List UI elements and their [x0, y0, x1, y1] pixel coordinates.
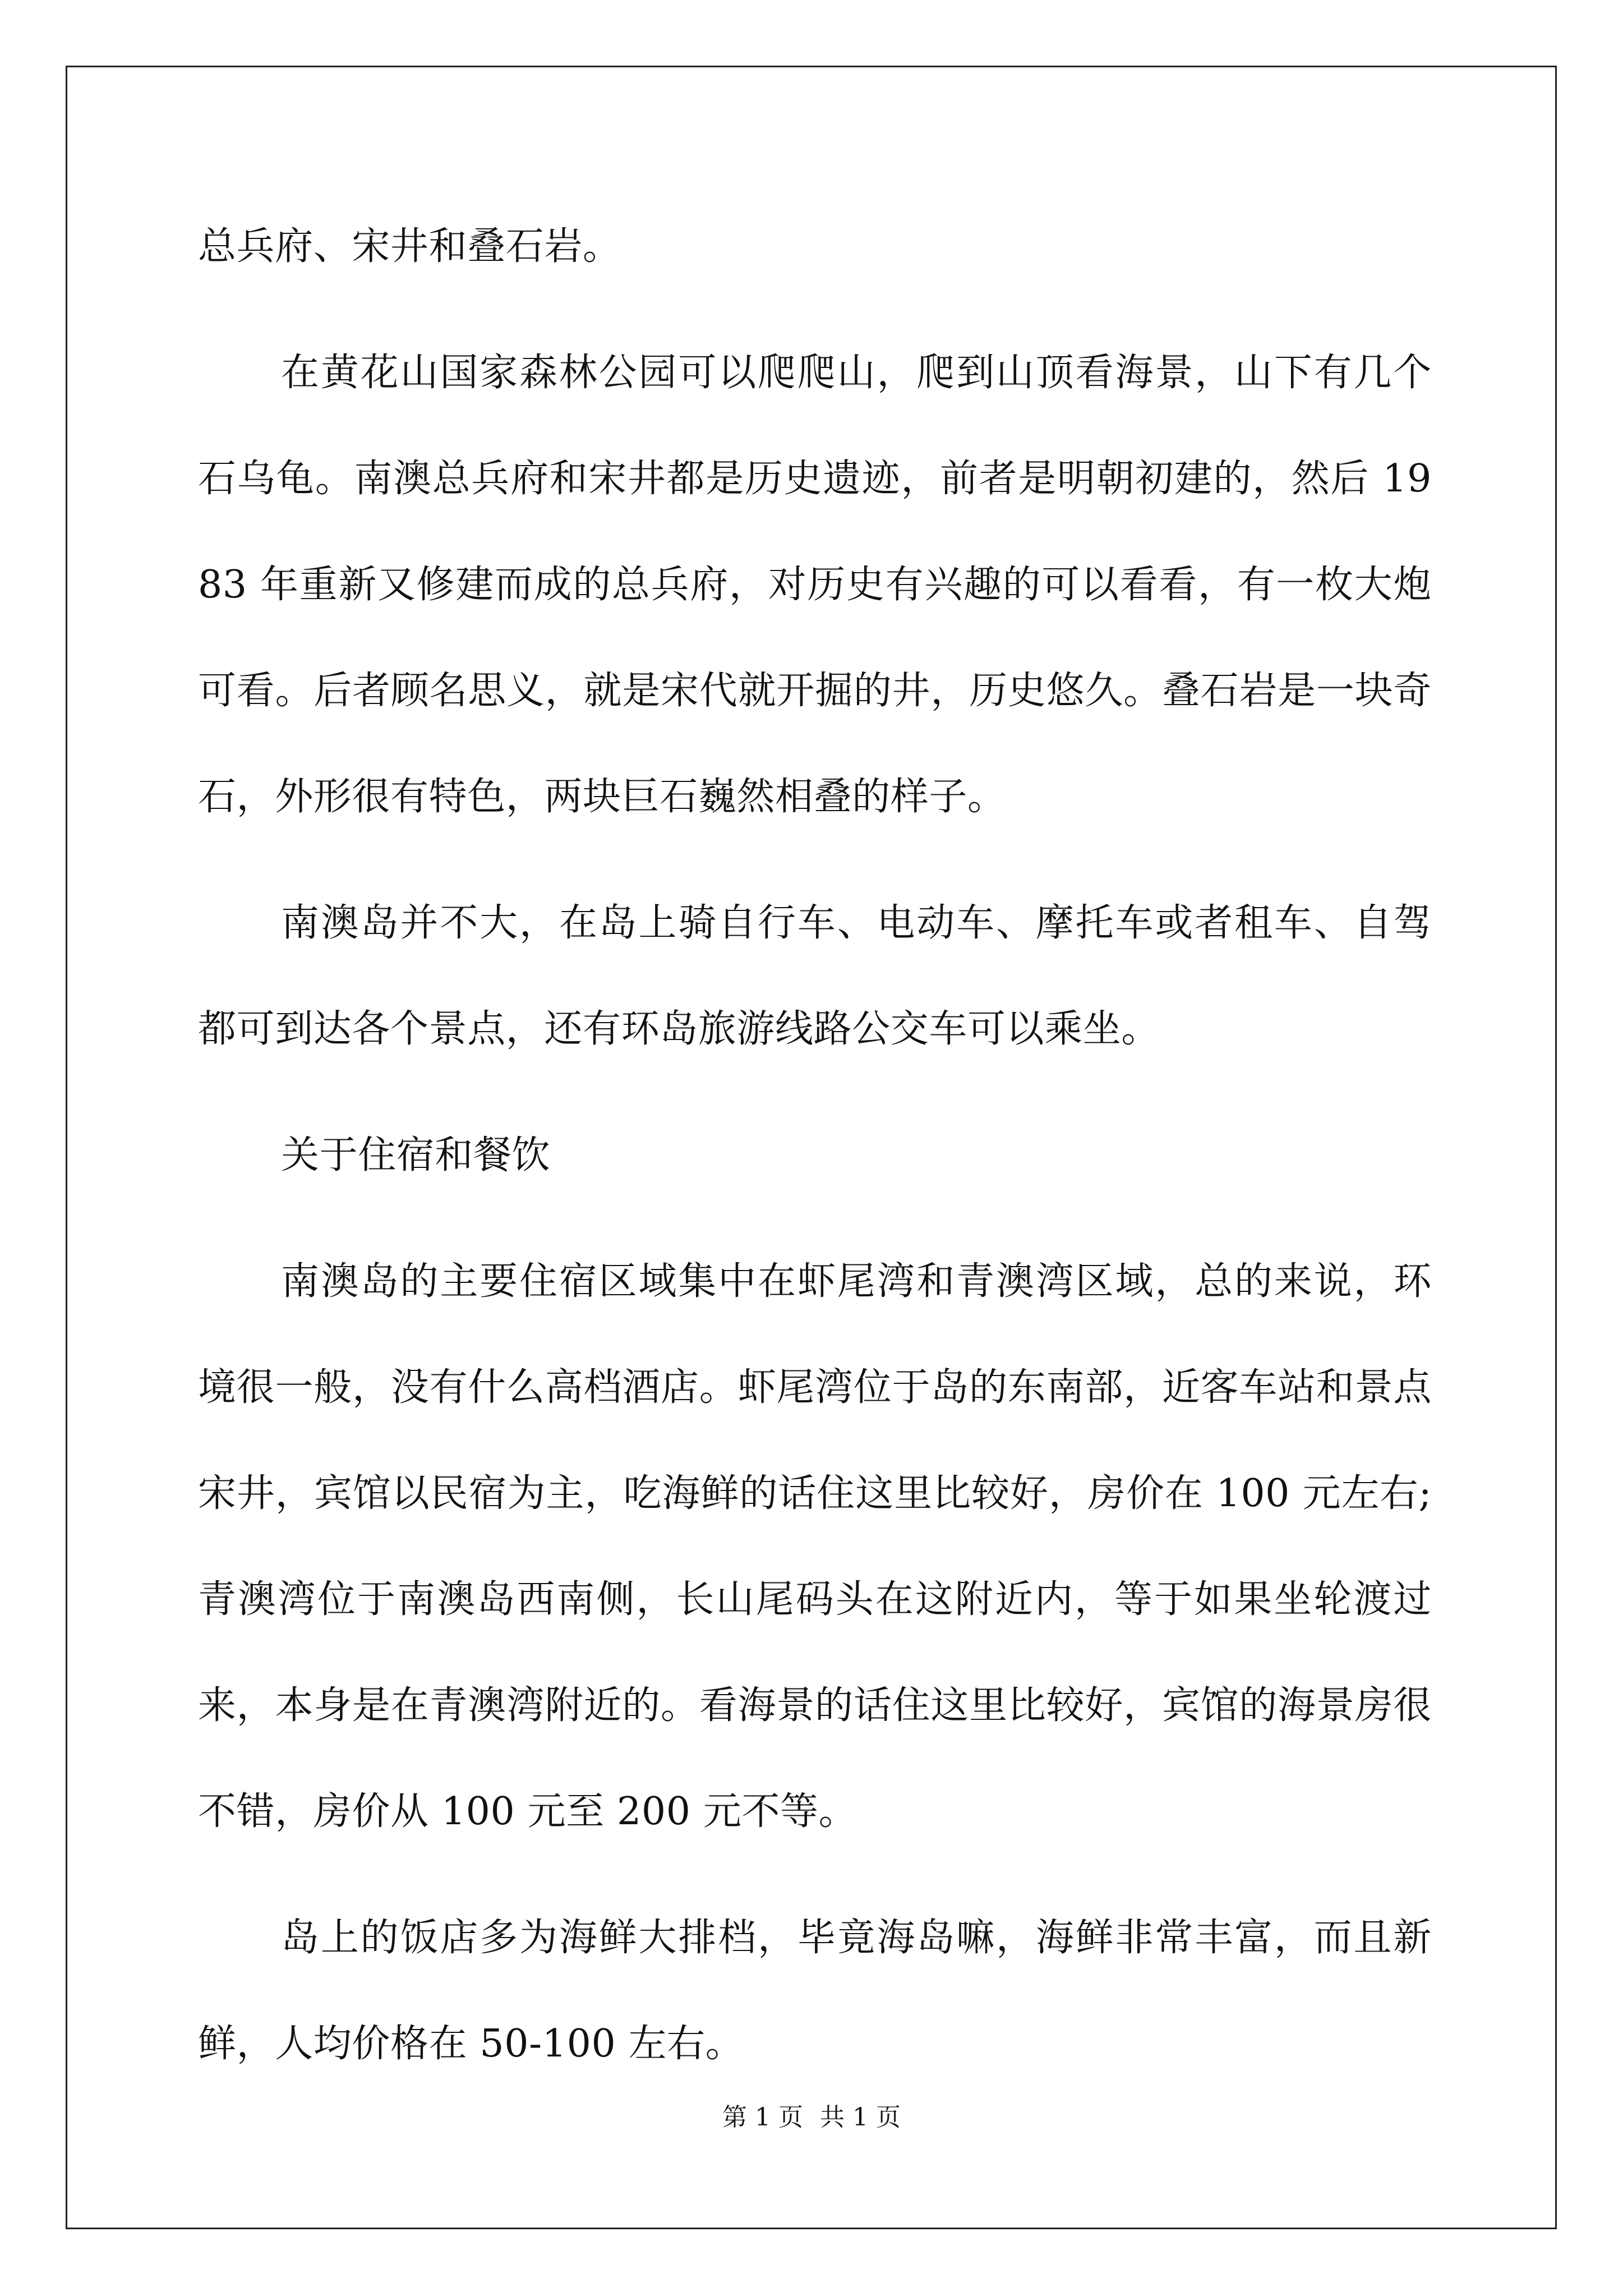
- paragraph-transport: 南澳岛并不大，在岛上骑自行车、电动车、摩托车或者租车、自驾都可到达各个景点，还有环岛旅游线路公交车可以乘坐。: [198, 901, 1432, 1051]
- paragraph-lodging: 南澳岛的主要住宿区域集中在虾尾湾和青澳湾区域，总的来说，环境很一般，没有什么高档酒店。虾尾湾位于岛的东南部，近客车站和景点宋井，宾馆以民宿为主，吃海鲜的话住这里比较好，房价在 100 元左右;青澳湾位于南澳岛西南侧，长山尾码头在这附近内，等于如果坐轮渡过来，本身是在青澳湾附近的。看海景的话住这里比较好，宾馆的海景房很不错，房价从 100 元至 200 元不等。: [198, 1259, 1432, 1834]
- paragraph-dining: 岛上的饭店多为海鲜大排档，毕竟海岛嘛，海鲜非常丰富，而且新鲜，人均价格在 50-100 左右。: [198, 1916, 1432, 2066]
- page-number-current: 第 1 页: [722, 2103, 803, 2132]
- paragraph-huanghuashan: 在黄花山国家森林公园可以爬爬山，爬到山顶看海景，山下有几个石乌龟。南澳总兵府和宋井都是历史遗迹，前者是明朝初建的，然后 1983 年重新又修建而成的总兵府，对历史有兴趣的可以看看，有一枚大炮可看。后者顾名思义，就是宋代就开掘的井，历史悠久。叠石岩是一块奇石，外形很有特色，两块巨石巍然相叠的样子。: [198, 351, 1432, 819]
- page-number-total: 共 1 页: [820, 2103, 901, 2132]
- page-footer: [0, 2101, 1623, 2134]
- document-body: [198, 194, 1432, 2117]
- paragraph-continuation: 总兵府、宋井和叠石岩。: [198, 224, 621, 269]
- section-heading-lodging-dining: 关于住宿和餐饮: [281, 1133, 551, 1177]
